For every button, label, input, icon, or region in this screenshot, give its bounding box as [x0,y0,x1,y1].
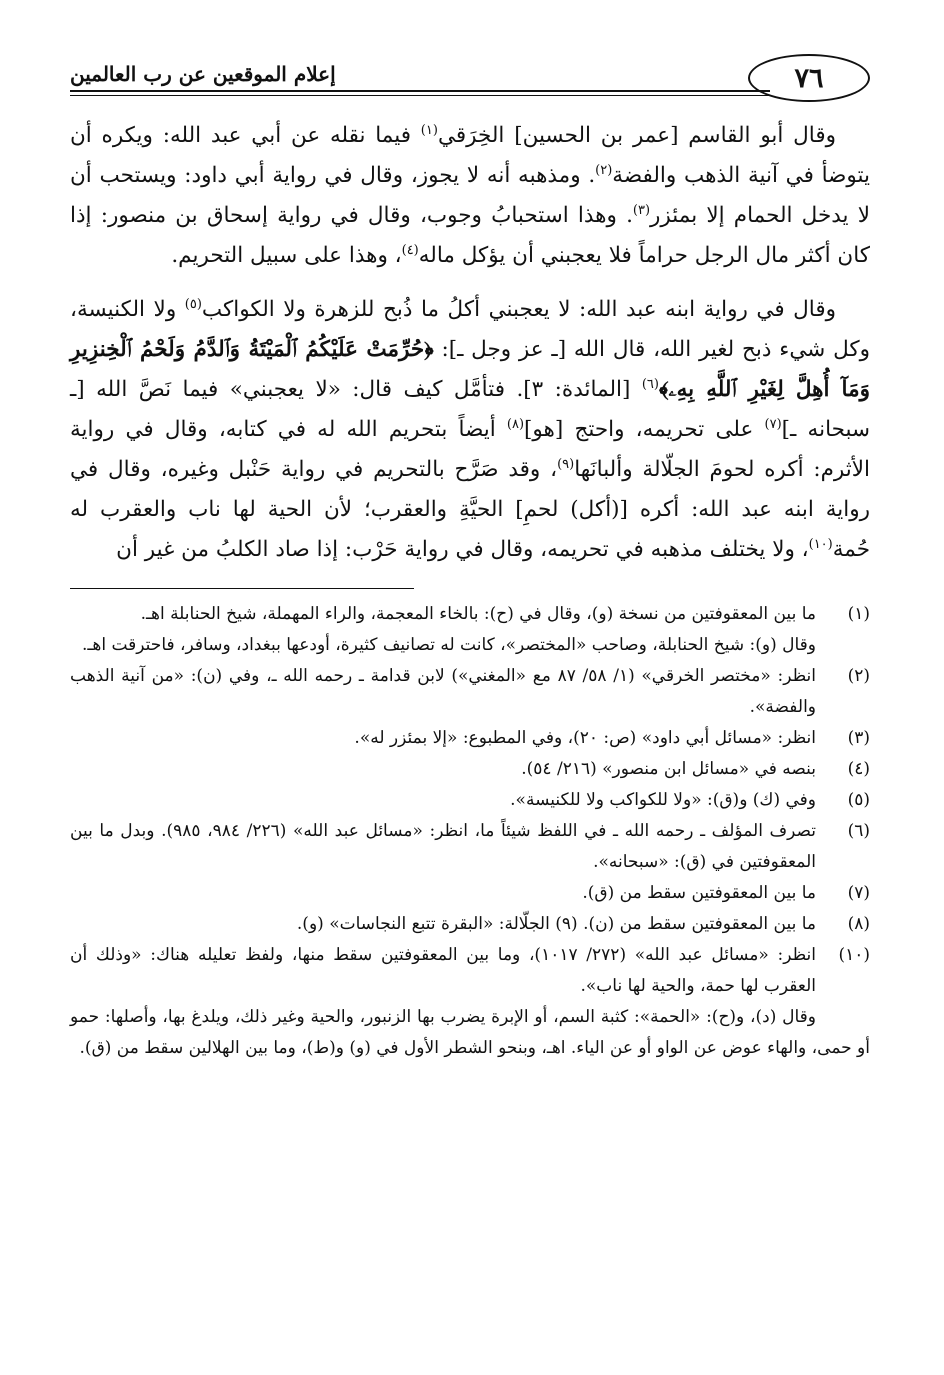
header-rule-thin [70,95,770,96]
footnote-number: (٧) [847,883,870,903]
footnote-text: وفي (ك) و(ق): «ولا للكواكب ولا للكنيسة». [510,790,816,810]
page-number: ٧٦ [748,54,870,102]
text-span: ، وهذا على سبيل التحريم. [171,243,402,268]
footnote-separator [70,588,414,589]
quran-verse: ﴿حُرِّمَتْ عَلَيْكُمُ ٱلْمَيْتَةُ وَٱلدَّمُ وَلَحْمُ ٱلْخِنزِيرِ وَمَآ أُهِلَّ لِغَيْرِ ٱللَّهِ بِهِۦ﴾ [70,337,870,402]
footnote-ref-8[interactable]: (٨) [506,416,525,432]
text-span: أيضاً بتحريم الله له في كتابه، وقال في رواية الأثرم: أكره لحومَ الجلّالة وألبانَها [70,417,870,482]
footnote-4 [70,754,870,785]
footnote-text: انظر: «مسائل أبي داود» (ص: ٢٠)، وفي المطبوع: «إلا بمئزر له». [354,728,816,748]
footnote-text: بنصه في «مسائل ابن منصور» (٢١٦/ ٥٤). [521,759,816,779]
footnote-ref-10[interactable]: (١٠) [808,536,833,552]
footnote-number: (٨) [847,914,870,934]
text-span: وقال في رواية ابنه عبد الله: لا يعجبني أكلُ ما ذُبح للزهرة ولا الكواكب [201,297,836,322]
footnote-text [70,909,816,940]
text-span: ولا الكنيسة، وكل شيء ذبح لغير الله، قال الله [ـ عز وجل ـ]: [70,297,870,362]
text-span: . ومذهبه أنه لا يجوز، وقال في رواية أبي داود: ويستحب أن لا يدخل الحمام إلا بمئزر [70,163,870,228]
footnote-number: (١٠) [838,945,870,965]
footnote-text: انظر: «مختصر الخرقي» (١/ ٥٨/ ٨٧ مع «المغني») لابن قدامة ـ رحمه الله ـ، وفي (ن): «من آنية الذهب والفضة». [70,666,816,717]
footnote-ref-3[interactable]: (٣) [632,202,651,218]
text-span: . وهذا استحبابُ وجوب، وقال في رواية إسحاق بن منصور: إذا كان أكثر مال الرجل حراماً فلا يعجبني أن يؤكل ماله [70,203,870,268]
header-rule [70,90,770,92]
footnote-9-number: (٩) [555,914,578,934]
footnote-2 [70,661,870,723]
footnote-number: (٢) [847,666,870,686]
main-text [70,116,870,570]
footnote-text: ما بين المعقوفتين سقط من (ق). [582,883,816,903]
footnote-8-text: ما بين المعقوفتين سقط من (ن). [583,914,816,934]
text-span: فيما نقله عن أبي عبد الله: ويكره أن يتوضأ في آنية الذهب والفضة [70,123,870,188]
footnote-number: (١) [847,604,870,624]
footnote-5 [70,785,870,816]
footnote-ref-9[interactable]: (٩) [557,456,575,472]
footnotes [70,599,870,1064]
footnote-6 [70,816,870,878]
paragraph-2 [70,290,870,570]
footnote-text: تصرف المؤلف ـ رحمه الله ـ في اللفظ شيئاً ما، انظر: «مسائل عبد الله» (٢٢٦/ ٩٨٤، ٩٨٥). وبدل ما بين المعقوفتين في (ق): «سبحانه». [70,821,817,872]
footnote-7 [70,878,870,909]
footnote-ref-4[interactable]: (٤) [401,242,419,258]
footnote-1 [70,599,870,630]
text-span: على تحريمه، واحتج [هو] [524,417,765,442]
running-title: إعلام الموقعين عن رب العالمين [70,62,336,86]
book-page [70,40,870,1064]
footnote-1-continuation: وقال (و): شيخ الحنابلة، وصاحب «المختصر»، كانت له تصانيف كثيرة، أودعها ببغداد، وسافر، فاحترقت اهـ. [82,635,816,655]
footnote-3 [70,723,870,754]
footnote-8-and-9 [70,909,870,940]
footnote-number: (٥) [847,790,870,810]
footnote-ref-2[interactable]: (٢) [595,162,613,178]
footnote-text: انظر: «مسائل عبد الله» (٢٧٢/ ١٠١٧)، وما بين المعقوفتين سقط منها، ولفظ تعليله هناك: «وذلك أن العقرب لها حمة، والحية لها ناب». [70,945,817,996]
footnote-10 [70,940,870,1002]
footnote-10-continuation: وقال (د)، و(ح): «الحمة»: كثبة السم، أو الإبرة يضرب بها الزنبور، والحية وغير ذلك، ويلدغ بها، وأصلها: حمو أو حمى، والهاء عوض عن الواو أو عن الياء. اهـ، وبنحو الشطر الأول في (و) و(ط)، وما بين الهلالين سقط من (ق). [70,1007,870,1058]
footnote-ref-5[interactable]: (٥) [184,296,202,312]
footnote-number: (٤) [847,759,870,779]
footnote-9-text: الجلّالة: «البقرة تتبع النجاسات» (و). [296,914,550,934]
footnote-ref-6[interactable]: (٦) [641,376,659,392]
text-span: ، ولا يختلف مذهبه في تحريمه، وقال في رواية حَرْب: إذا صاد الكلبُ من غير أن [116,537,809,562]
text-span: ، وقد صَرَّح بالتحريم في رواية حَنْبل وغيره، وقال في رواية ابنه عبد الله: أكره [(أكل) لحمِ] الحيَّةِ والعقرب؛ لأن الحية لها ناب والعقرب له حُمة [70,457,870,562]
footnote-number: (٦) [847,821,870,841]
text-span: وقال أبو القاسم [عمر بن الحسين] الخِرَقي [437,123,836,148]
footnote-ref-1[interactable]: (١) [420,122,438,138]
paragraph-1 [70,116,870,276]
page-header [70,40,870,92]
footnote-number: (٣) [847,728,870,748]
footnote-text: ما بين المعقوفتين من نسخة (و)، وقال في (ح): بالخاء المعجمة، والراء المهملة، شيخ الحنابلة اهـ. [140,604,816,624]
text-span: [المائدة: ٣]. فتأمَّل كيف قال: «لا يعجبني» فيما نَصَّ الله [ـ سبحانه ـ] [70,377,870,442]
footnote-ref-7[interactable]: (٧) [764,416,782,432]
